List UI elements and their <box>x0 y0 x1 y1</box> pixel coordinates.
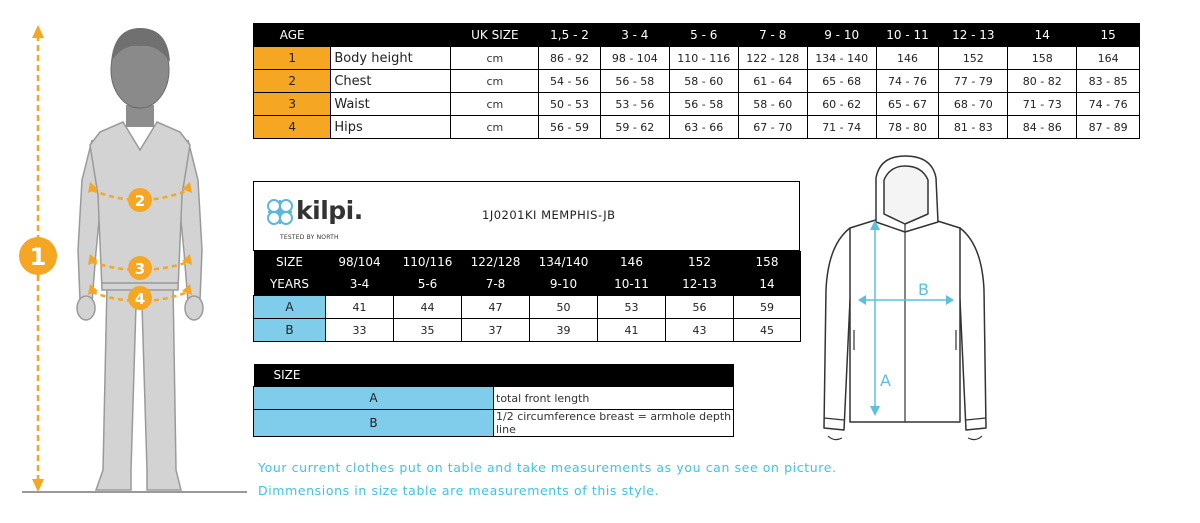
value-cell: 164 <box>1077 47 1140 70</box>
value-cell: 41 <box>326 296 394 319</box>
value-cell: 68 - 70 <box>939 93 1008 116</box>
value-cell: 59 - 62 <box>600 116 669 139</box>
size-cell: 122/128 <box>462 251 530 273</box>
age-number-cell: 1 <box>254 47 331 70</box>
size-header: 1,5 - 2 <box>539 24 601 47</box>
table-row <box>254 387 734 410</box>
years-cell: 9-10 <box>530 273 598 296</box>
years-cell: 10-11 <box>598 273 666 296</box>
value-cell: 56 - 58 <box>600 70 669 93</box>
value-cell: 110 - 116 <box>669 47 738 70</box>
size-label: SIZE <box>254 251 326 273</box>
value-cell: 56 <box>666 296 734 319</box>
size-row <box>254 251 801 273</box>
dimension-key: B <box>254 410 494 437</box>
years-label: YEARS <box>254 273 326 296</box>
size-cell: 146 <box>598 251 666 273</box>
measurement-label: Waist <box>331 93 451 116</box>
value-cell: 83 - 85 <box>1077 70 1140 93</box>
table-row <box>254 296 801 319</box>
years-cell: 3-4 <box>326 273 394 296</box>
size-header: 10 - 11 <box>876 24 939 47</box>
table-row <box>254 70 1140 93</box>
size-header: 15 <box>1077 24 1140 47</box>
value-cell: 152 <box>939 47 1008 70</box>
table-row <box>254 410 734 437</box>
value-cell: 56 - 59 <box>539 116 601 139</box>
value-cell: 98 - 104 <box>600 47 669 70</box>
value-cell: 86 - 92 <box>539 47 601 70</box>
years-cell: 12-13 <box>666 273 734 296</box>
value-cell: 50 - 53 <box>539 93 601 116</box>
svg-text:1: 1 <box>29 243 47 271</box>
value-cell: 37 <box>462 319 530 342</box>
age-number-cell: 4 <box>254 116 331 139</box>
value-cell: 158 <box>1008 47 1077 70</box>
unit-cell: cm <box>451 47 539 70</box>
value-cell: 60 - 62 <box>807 93 876 116</box>
uk-size-header: UK SIZE <box>451 24 539 47</box>
dimension-description: 1/2 circumference breast = armhole depth line <box>494 410 734 437</box>
value-cell: 81 - 83 <box>939 116 1008 139</box>
value-cell: 65 - 68 <box>807 70 876 93</box>
value-cell: 146 <box>876 47 939 70</box>
value-cell: 54 - 56 <box>539 70 601 93</box>
brand-header-box <box>253 181 800 251</box>
size-header: 14 <box>1008 24 1077 47</box>
legend-header-row <box>254 364 734 387</box>
instruction-note: Dimmensions in size table are measurements of this style. <box>258 483 660 498</box>
value-cell: 61 - 64 <box>738 70 807 93</box>
age-number-cell: 2 <box>254 70 331 93</box>
table-row <box>254 319 801 342</box>
value-cell: 59 <box>734 296 801 319</box>
value-cell: 58 - 60 <box>738 93 807 116</box>
size-header: 3 - 4 <box>600 24 669 47</box>
svg-text:3: 3 <box>134 260 146 278</box>
years-cell: 14 <box>734 273 801 296</box>
dimension-key: B <box>254 319 326 342</box>
instruction-note: Your current clothes put on table and take measurements as you can see on picture. <box>258 460 837 475</box>
jacket-size-table <box>253 251 801 342</box>
size-cell: 134/140 <box>530 251 598 273</box>
dimension-legend-table <box>253 364 734 437</box>
value-cell: 65 - 67 <box>876 93 939 116</box>
dimension-key: A <box>254 296 326 319</box>
body-measurement-table <box>253 23 1140 139</box>
value-cell: 74 - 76 <box>1077 93 1140 116</box>
legend-header: SIZE <box>254 364 734 387</box>
size-cell: 110/116 <box>394 251 462 273</box>
value-cell: 67 - 70 <box>738 116 807 139</box>
size-header: 7 - 8 <box>738 24 807 47</box>
measurement-label: Body height <box>331 47 451 70</box>
value-cell: 71 - 73 <box>1008 93 1077 116</box>
kilpi-knot-icon <box>264 196 296 228</box>
dimension-b-label: B <box>918 280 929 299</box>
size-cell: 98/104 <box>326 251 394 273</box>
dimension-description: total front length <box>494 387 734 410</box>
value-cell: 80 - 82 <box>1008 70 1077 93</box>
years-cell: 5-6 <box>394 273 462 296</box>
value-cell: 44 <box>394 296 462 319</box>
value-cell: 63 - 66 <box>669 116 738 139</box>
dimension-key: A <box>254 387 494 410</box>
waist-marker <box>128 256 152 280</box>
svg-text:4: 4 <box>134 290 146 308</box>
measurement-label: Chest <box>331 70 451 93</box>
value-cell: 33 <box>326 319 394 342</box>
unit-cell: cm <box>451 70 539 93</box>
unit-cell: cm <box>451 93 539 116</box>
brand-logo-text: kilpi. <box>296 196 363 225</box>
table-header-row <box>254 24 1140 47</box>
measurement-label: Hips <box>331 116 451 139</box>
jacket-diagram <box>810 150 1000 450</box>
value-cell: 35 <box>394 319 462 342</box>
size-cell: 152 <box>666 251 734 273</box>
age-header: AGE <box>254 24 331 47</box>
dimension-a-label: A <box>880 371 891 390</box>
size-header: 5 - 6 <box>669 24 738 47</box>
value-cell: 43 <box>666 319 734 342</box>
value-cell: 122 - 128 <box>738 47 807 70</box>
size-header: 9 - 10 <box>807 24 876 47</box>
value-cell: 39 <box>530 319 598 342</box>
value-cell: 58 - 60 <box>669 70 738 93</box>
value-cell: 45 <box>734 319 801 342</box>
age-number-cell: 3 <box>254 93 331 116</box>
value-cell: 53 <box>598 296 666 319</box>
value-cell: 87 - 89 <box>1077 116 1140 139</box>
value-cell: 74 - 76 <box>876 70 939 93</box>
chest-marker <box>128 188 152 212</box>
unit-cell: cm <box>451 116 539 139</box>
years-cell: 7-8 <box>462 273 530 296</box>
value-cell: 134 - 140 <box>807 47 876 70</box>
product-code: 1J0201KI MEMPHIS-JB <box>482 208 616 222</box>
height-marker <box>19 237 57 275</box>
value-cell: 56 - 58 <box>669 93 738 116</box>
value-cell: 84 - 86 <box>1008 116 1077 139</box>
years-row <box>254 273 801 296</box>
table-row <box>254 116 1140 139</box>
value-cell: 53 - 56 <box>600 93 669 116</box>
value-cell: 78 - 80 <box>876 116 939 139</box>
body-measurement-figure <box>0 0 250 523</box>
empty-header <box>331 24 451 47</box>
value-cell: 71 - 74 <box>807 116 876 139</box>
table-row <box>254 47 1140 70</box>
table-row <box>254 93 1140 116</box>
value-cell: 50 <box>530 296 598 319</box>
brand-tagline: TESTED BY NORTH <box>280 234 339 241</box>
size-cell: 158 <box>734 251 801 273</box>
hips-marker <box>128 286 152 310</box>
size-header: 12 - 13 <box>939 24 1008 47</box>
value-cell: 77 - 79 <box>939 70 1008 93</box>
value-cell: 41 <box>598 319 666 342</box>
svg-text:2: 2 <box>134 192 146 210</box>
value-cell: 47 <box>462 296 530 319</box>
